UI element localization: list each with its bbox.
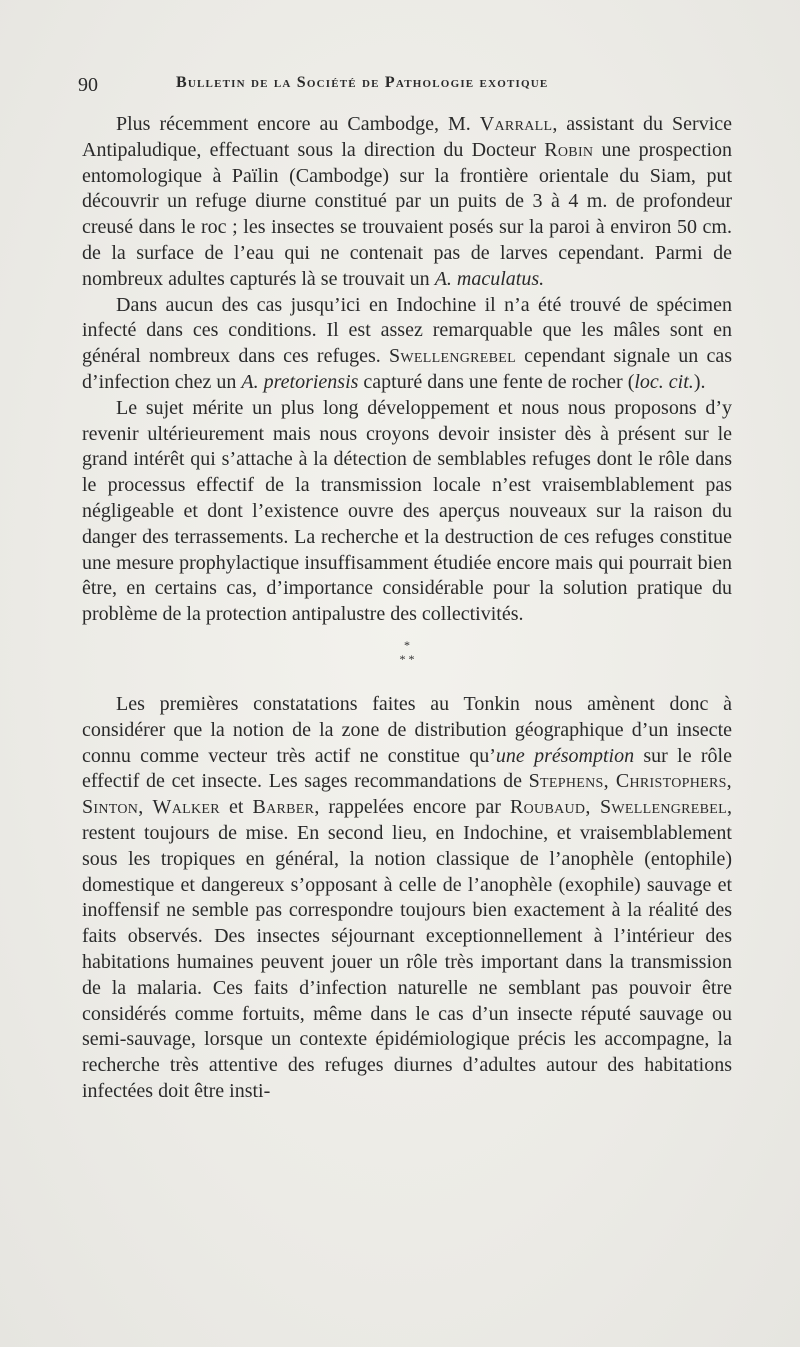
text-run: Dans aucun des cas jusqu’ici en Indochine il n’a été trouvé de spécimen infecté dans ces conditions. Il est assez remarquable que les mâles sont en général nombreux dans ces refuges.: [82, 293, 732, 368]
page-number: 90: [78, 74, 98, 96]
author-name: Barber: [252, 796, 315, 819]
paragraphs-after: [82, 692, 732, 1105]
text-run: une prospection entomologique à Païlin (Cambodge) sur la frontière orientale du Siam, put découvrir un refuge diurne constitué par un puits de 3 à 4 m. de profondeur creusé dans le roc ; les insectes se trouvaient posés sur la paroi à environ 50 cm. de la surface de l’eau qui ne contenait pas de larves cependant. Parmi de nombreux adultes capturés là se trouvait un: [82, 138, 732, 290]
asterism-bottom: * *: [399, 651, 415, 666]
paragraph: [82, 112, 732, 293]
running-head: Bulletin de la Société de Pathologie exotique: [176, 74, 549, 91]
page-header: [78, 74, 738, 98]
asterism-top: *: [404, 637, 410, 652]
text-run: Les premières constatations faites au Tonkin nous amènent donc à considérer que la notion de la zone de distribution géographique d’un insecte connu comme vecteur très actif ne constitue qu’: [82, 692, 732, 767]
author-name: Robin: [544, 138, 594, 161]
italic-text: A. maculatus.: [434, 267, 545, 290]
author-name: Varrall: [479, 113, 553, 135]
author-name: Swellengrebel: [388, 345, 516, 368]
text-run: et: [219, 796, 253, 819]
text-run: capturé dans une fente de rocher (: [358, 370, 635, 393]
text-run: cependant signale un cas d’infection chez un: [82, 345, 732, 393]
body-text: [82, 112, 732, 1105]
paragraph: [82, 396, 732, 628]
italic-text: une présomption: [495, 744, 635, 767]
text-run: , assistant du Service Antipaludique, effectuant sous la direction du Docteur: [82, 113, 733, 161]
paragraph: [82, 293, 732, 396]
paragraph: [82, 692, 732, 1105]
author-name: Stephens, Christophers, Sinton, Walker: [82, 770, 732, 819]
text-run: sur le rôle effectif de cet insecte. Les sages recommandations de: [82, 744, 732, 793]
italic-text: loc. cit.: [634, 370, 694, 393]
text-run: ).: [693, 370, 706, 393]
text-run: Le sujet mérite un plus long développement et nous nous proposons d’y revenir ultérieurement mais nous croyons devoir insister dès à présent sur le grand intérêt qui s’attache à la détection de semblables refuges dont le rôle dans le processus effectif de la transmission locale n’est vraisemblablement pas négligeable et dont l’existence ouvre des aperçus nouveaux sur la raison du danger des terrassements. La recherche et la destruction de ces refuges constitue une mesure prophylactique insuffisamment étudiée encore mais qui pourrait bien être, en certains cas, d’importance considérable pour la solution pratique du problème de la protection antipalustre des collectivités.: [82, 396, 732, 626]
text-run: , rappelées encore par: [314, 796, 510, 819]
paragraphs-before: [82, 112, 732, 628]
italic-text: A. pretoriensis: [241, 370, 359, 393]
asterism: [82, 638, 732, 666]
author-name: Roubaud, Swellengrebel: [509, 796, 727, 819]
text-run: , restent toujours de mise. En second lieu, en Indochine, et vraisemblablement sous les tropiques en général, la notion classique de l’anophèle (entophile) domestique et dangereux s’opposant à celle de l’anophèle (exophile) sauvage et inoffensif ne semble pas correspondre toujours bien exactement à la réalité des faits observés. Des insectes séjournant exceptionnellement à l’intérieur des habitations humaines peuvent jouer un rôle très important dans la transmission de la malaria. Ces faits d’infection naturelle ne semblant pas pouvoir être considérés comme fortuits, même dans le cas d’un insecte réputé sauvage ou semi-sauvage, lorsque un contexte épidémiologique précis les accompagne, la recherche très attentive des refuges diurnes d’adultes autour des habitations infectées doit être insti-: [82, 796, 732, 1102]
text-run: Plus récemment encore au Cambodge, M.: [116, 113, 480, 135]
